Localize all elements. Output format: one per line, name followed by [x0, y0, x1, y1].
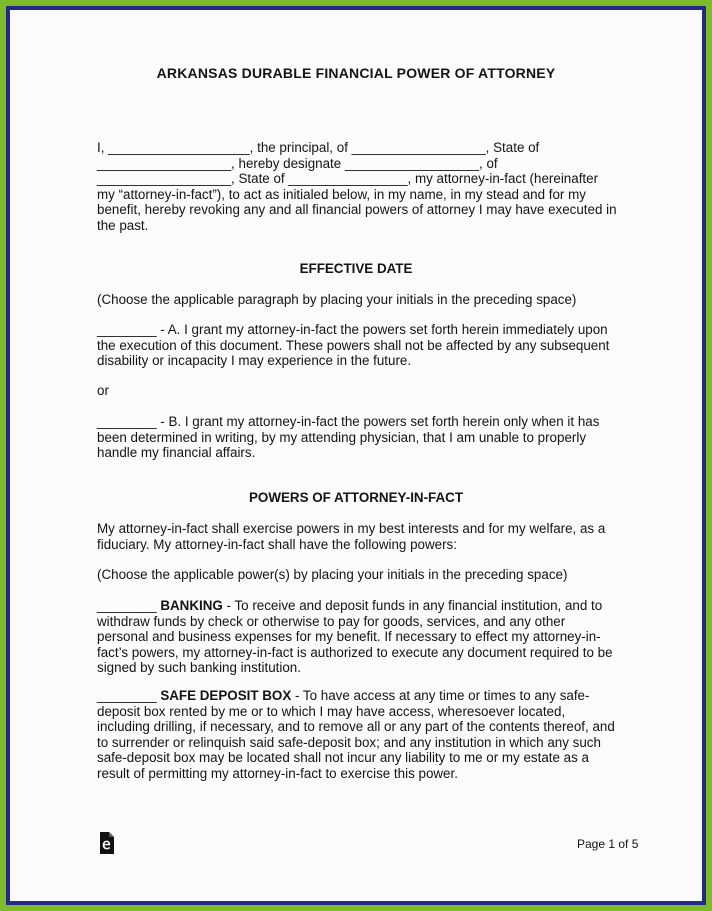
banking-line: withdraw funds by check or otherwise to pay for goods, services, and any other	[97, 613, 566, 629]
safe-deposit-first-line	[97, 688, 627, 704]
intro-line: I, ___________________, the principal, of __________________, State of	[97, 140, 540, 155]
intro-line: the past.	[97, 217, 149, 233]
option-a-paragraph	[97, 322, 627, 369]
safe-deposit-line: including drilling, if necessary, and to remove all or any part of the contents thereof, and	[97, 719, 615, 735]
option-b-line: handle my financial affairs.	[97, 445, 256, 461]
option-a-line: disability or incapacity I may experience in the future.	[97, 353, 412, 369]
option-a-line: ________ - A. I grant my attorney-in-fact the powers set forth herein immediately upon	[97, 322, 608, 337]
or-text: or	[97, 383, 109, 398]
banking-line: fact’s powers, my attorney-in-fact is authorized to execute any document required to be	[97, 644, 613, 660]
intro-line: __________________, hereby designate __________________, of	[97, 155, 498, 171]
eforms-logo-icon	[98, 832, 114, 854]
intro-line: __________________, State of ________________, my attorney-in-fact (hereinafter	[97, 171, 599, 187]
banking-initial-blank: ________	[97, 598, 157, 613]
banking-label: BANKING	[160, 598, 223, 613]
powers-intro-paragraph	[97, 521, 627, 552]
intro-paragraph	[97, 140, 627, 234]
option-a-line: the execution of this document. These powers shall not be affected by any subsequent	[97, 337, 610, 353]
banking-line: personal and business expenses for my benefit. If necessary to effect my attorney-in-	[97, 629, 601, 645]
banking-first-line	[97, 598, 627, 614]
safe-deposit-line: to surrender or relinquish said safe-deposit box; and any institution in which any such	[97, 734, 601, 750]
page-number: Page 1 of 5	[577, 837, 639, 851]
safe-deposit-line: safe-deposit box may be located shall not incur any liability to me or my estate as a	[97, 750, 589, 766]
document-title: ARKANSAS DURABLE FINANCIAL POWER OF ATTORNEY	[156, 65, 556, 81]
safe-deposit-label: SAFE DEPOSIT BOX	[160, 688, 292, 703]
intro-line: benefit, hereby revoking any and all financial powers of attorney I may have executed in	[97, 202, 617, 218]
document-page	[10, 10, 702, 901]
safe-deposit-line: result of permitting my attorney-in-fact to exercise this power.	[97, 765, 458, 781]
intro-line: my “attorney-in-fact”), to act as initialed below, in my name, in my stead and for my	[97, 186, 586, 202]
option-b-paragraph	[97, 414, 627, 461]
banking-line: signed by such banking institution.	[97, 660, 301, 676]
powers-intro-line: fiduciary. My attorney-in-fact shall have the following powers:	[97, 536, 457, 552]
powers-heading: POWERS OF ATTORNEY-IN-FACT	[249, 490, 463, 505]
safe-deposit-paragraph	[97, 688, 627, 782]
powers-intro-line: My attorney-in-fact shall exercise powers in my best interests and for my welfare, as a	[97, 521, 606, 536]
safe-deposit-line: deposit box rented by me or to which I may have access, wheresoever located,	[97, 703, 566, 719]
banking-paragraph	[97, 598, 627, 676]
safe-deposit-first-line-text: - To have access at any time or times to any safe-	[291, 688, 590, 703]
effective-date-instruction: (Choose the applicable paragraph by placing your initials in the preceding space)	[97, 292, 577, 307]
safe-deposit-initial-blank: ________	[97, 688, 157, 703]
powers-instruction: (Choose the applicable power(s) by placing your initials in the preceding space)	[97, 567, 568, 582]
option-b-line: been determined in writing, by my attending physician, that I am unable to properly	[97, 429, 587, 445]
effective-date-heading: EFFECTIVE DATE	[299, 261, 413, 276]
option-b-line: ________ - B. I grant my attorney-in-fact the powers set forth herein only when it has	[97, 414, 600, 429]
banking-first-line-text: - To receive and deposit funds in any financial institution, and to	[222, 598, 603, 613]
